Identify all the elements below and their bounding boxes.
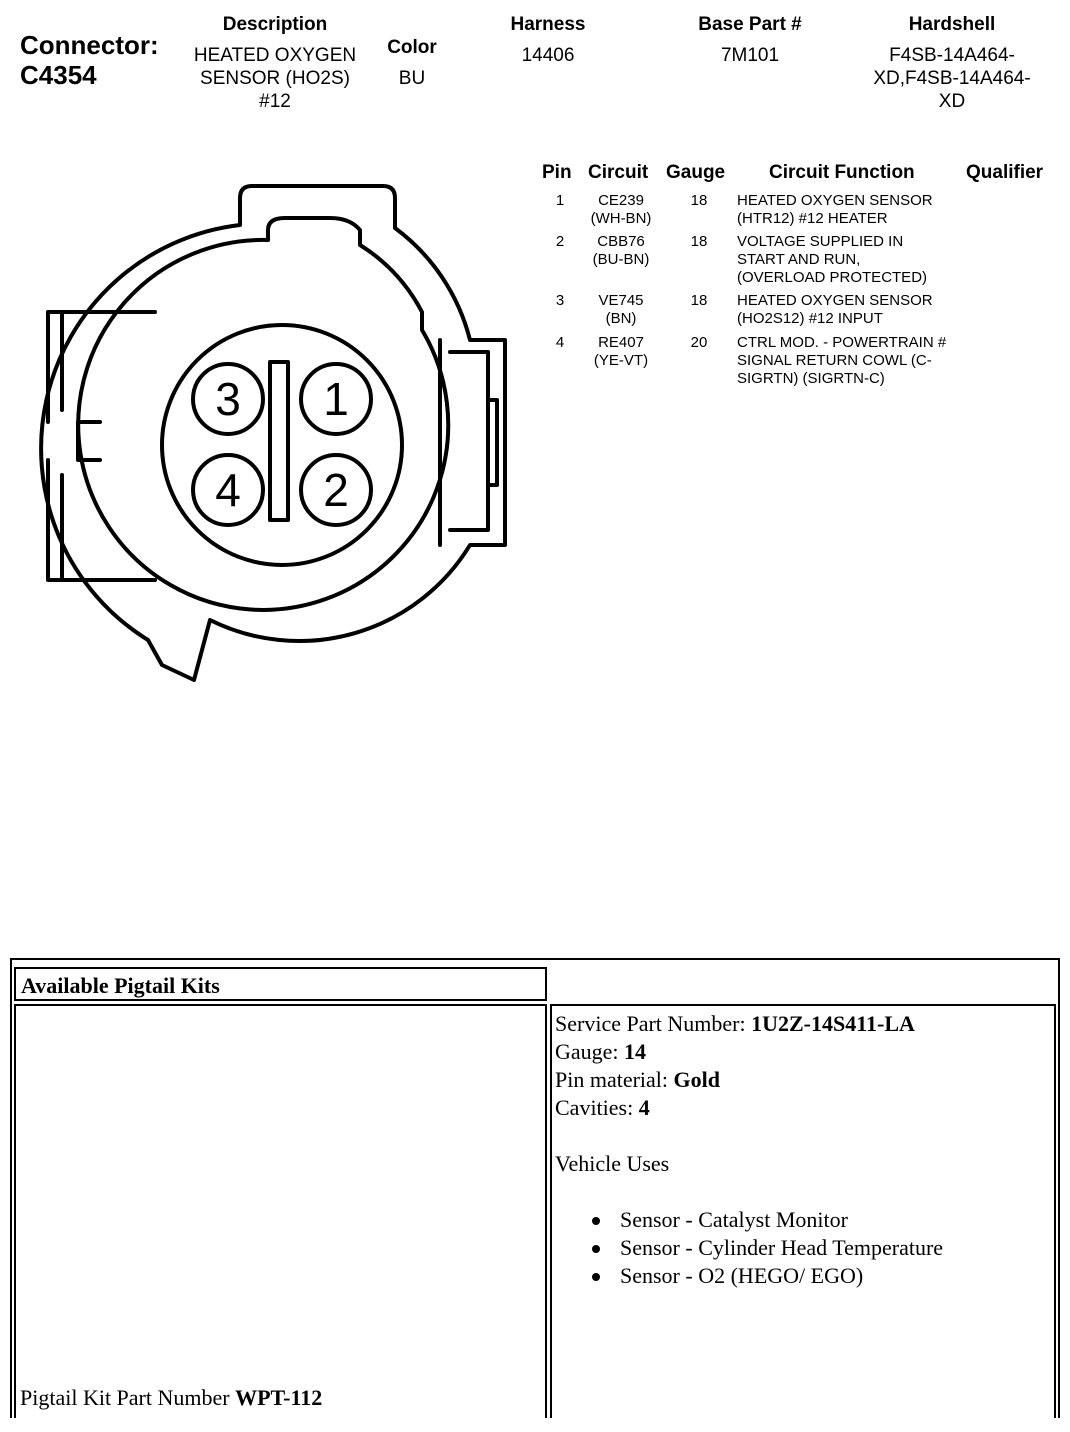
hardshell-value: F4SB-14A464- XD,F4SB-14A464- XD (873, 45, 1031, 112)
gauge-line: Gauge: 14 (555, 1039, 647, 1064)
table-row-2-pin: 2 (555, 233, 565, 250)
base-part-header: Base Part # (698, 14, 802, 35)
circuit-col-header: Circuit (588, 162, 649, 183)
hardshell-header: Hardshell (908, 14, 996, 35)
pigtail-kit-number: WPT-112 (235, 1385, 323, 1410)
connector-id: C4354 (20, 60, 97, 90)
connector-title (20, 30, 159, 90)
service-part-line: Service Part Number: 1U2Z-14S411-LA (555, 1011, 915, 1036)
table-row-4-gauge: 20 (690, 334, 708, 351)
left-upper-tab (48, 312, 155, 422)
connector-inner-ring (78, 218, 448, 610)
table-row-2-function: VOLTAGE SUPPLIED IN START AND RUN, (OVERLOAD PROTECTED) (737, 233, 928, 286)
table-row-4-function: CTRL MOD. - POWERTRAIN # SIGNAL RETURN COWL (C- SIGRTN) (SIGRTN-C) (737, 334, 947, 387)
table-row-1-pin: 1 (555, 192, 565, 209)
cavities-value: 4 (638, 1095, 650, 1120)
vehicle-uses-list (592, 1206, 1054, 1290)
pigtail-kit-label: Pigtail Kit Part Number (20, 1385, 230, 1410)
harness-value: 14406 (521, 45, 575, 66)
pigtail-kit-number-line (20, 1384, 322, 1412)
connector-label: Connector: (20, 30, 159, 60)
right-latch (450, 352, 488, 530)
pin-4-label: 4 (215, 464, 241, 516)
pin-3-label: 3 (215, 373, 241, 425)
table-row-3-pin: 3 (555, 292, 565, 309)
service-part-number: 1U2Z-14S411-LA (751, 1011, 915, 1036)
pin-material-line: Pin material: Gold (555, 1067, 720, 1092)
qualifier-col-header: Qualifier (966, 162, 1044, 183)
harness-header: Harness (510, 14, 586, 35)
table-row-4-pin: 4 (555, 334, 565, 351)
connector-outer-shell (41, 186, 505, 680)
table-row-2-circuit: CBB76 (BU-BN) (592, 233, 650, 268)
pin-material-value: Gold (673, 1067, 720, 1092)
center-divider (270, 362, 288, 520)
table-row-1-circuit: CE239 (WH-BN) (590, 192, 652, 227)
pigtail-details-cell (550, 1004, 1056, 1418)
description-header: Description (222, 14, 328, 35)
table-row-2-gauge: 18 (690, 233, 708, 250)
list-item: Sensor - Cylinder Head Temperature (592, 1234, 1054, 1262)
gauge-col-header: Gauge (666, 162, 726, 183)
list-item: Sensor - Catalyst Monitor (592, 1206, 1054, 1234)
list-item: Sensor - O2 (HEGO/ EGO) (592, 1262, 1054, 1290)
table-row-3-circuit: VE745 (BN) (598, 292, 644, 327)
color-value: BU (398, 68, 426, 89)
description-value: HEATED OXYGEN SENSOR (HO2S) #12 (193, 45, 357, 112)
base-part-value: 7M101 (720, 45, 780, 66)
vehicle-uses-label: Vehicle Uses (555, 1151, 670, 1176)
color-header: Color (387, 37, 437, 58)
pin-2-label: 2 (323, 464, 349, 516)
function-col-header: Circuit Function (769, 162, 915, 183)
cavities-line: Cavities: 4 (555, 1095, 650, 1120)
pigtail-kit-cell (14, 1004, 547, 1418)
pin-1-label: 1 (323, 373, 349, 425)
table-row-1-function: HEATED OXYGEN SENSOR (HTR12) #12 HEATER (737, 192, 933, 227)
table-row-4-circuit: RE407 (YE-VT) (593, 334, 649, 369)
pin-col-header: Pin (542, 162, 572, 183)
pigtail-title: Available Pigtail Kits (21, 973, 220, 998)
table-row-3-gauge: 18 (690, 292, 708, 309)
table-row-1-gauge: 18 (690, 192, 708, 209)
gauge-value: 14 (624, 1039, 647, 1064)
table-row-3-function: HEATED OXYGEN SENSOR (HO2S12) #12 INPUT (737, 292, 933, 327)
connector-face-diagram (0, 150, 540, 710)
pigtail-title-cell (14, 967, 547, 1001)
